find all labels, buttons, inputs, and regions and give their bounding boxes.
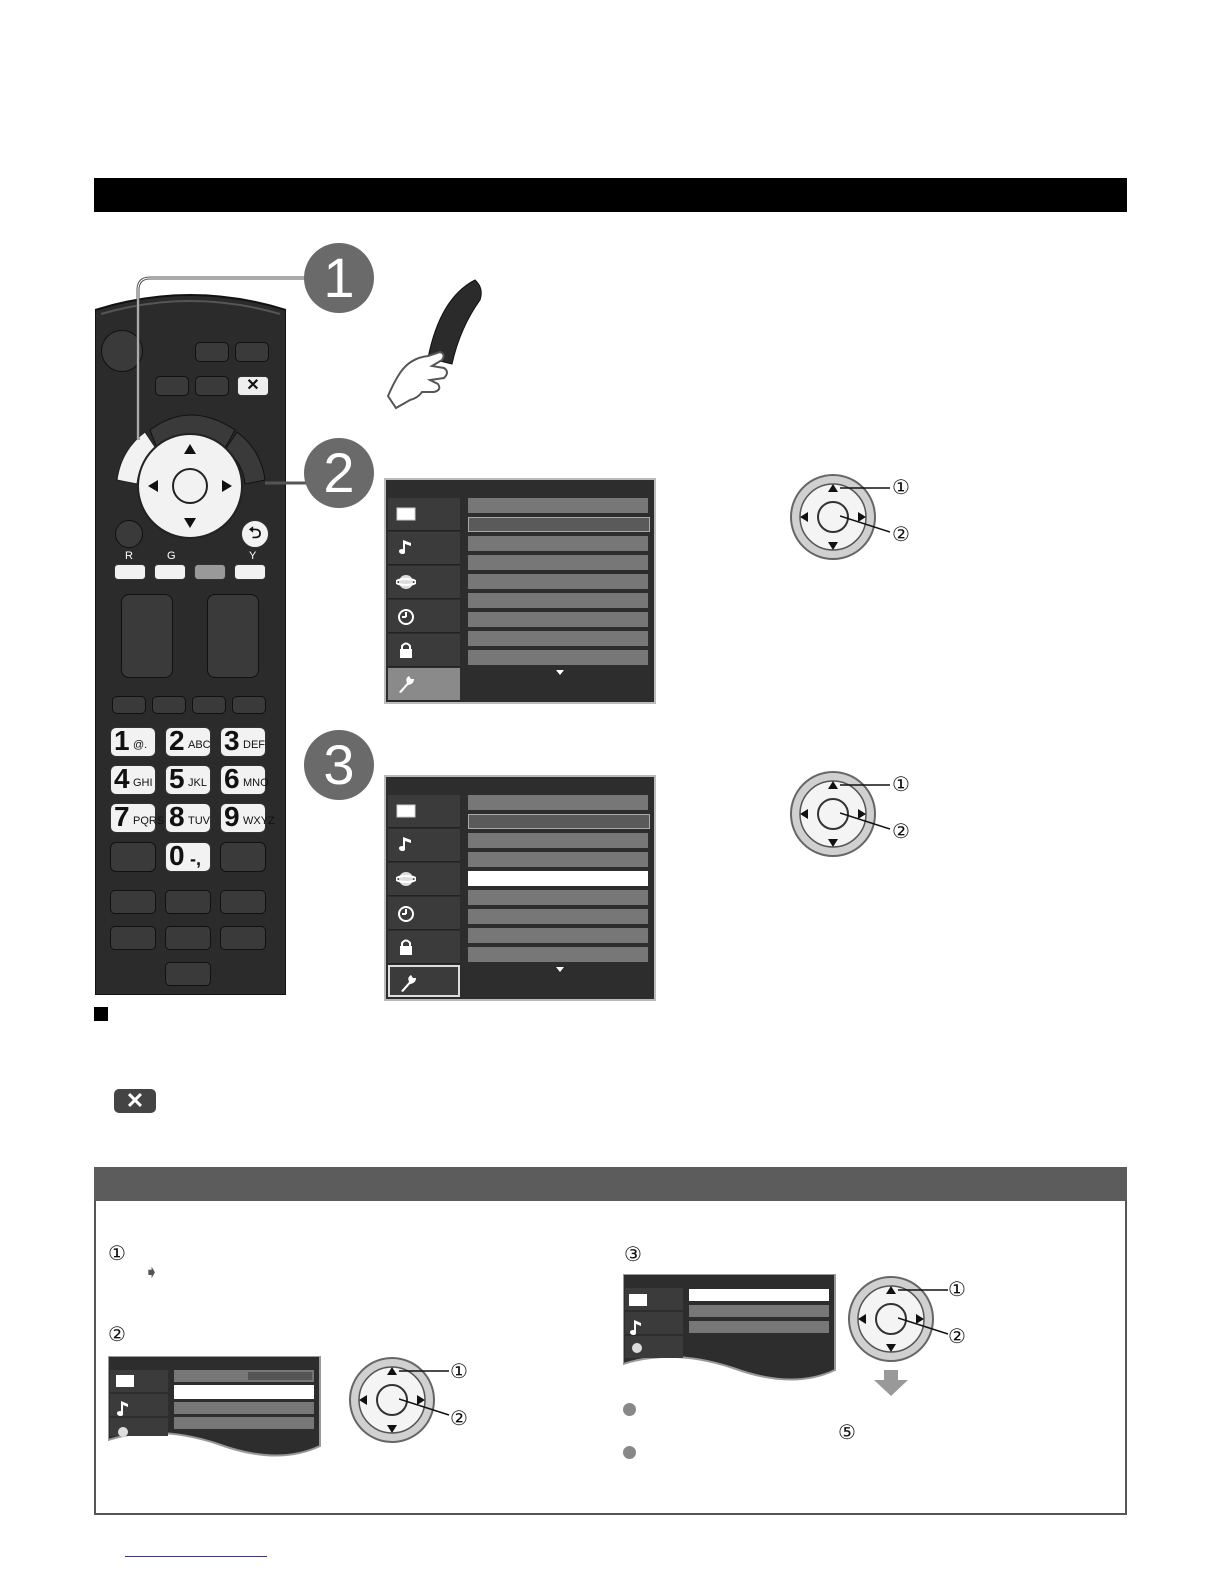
key-0[interactable]: 0 -, <box>165 842 211 872</box>
green-label: G <box>167 550 176 562</box>
callout-2: ② <box>948 1324 966 1348</box>
menu-row[interactable] <box>468 814 650 829</box>
menu-row[interactable] <box>468 631 648 646</box>
box-step-2-number: ② <box>108 1322 126 1346</box>
menu-row[interactable] <box>468 890 648 905</box>
menu-row[interactable] <box>468 928 648 943</box>
audio-icon <box>396 835 416 855</box>
callout-5: ⑤ <box>838 1420 856 1444</box>
callout-2: ② <box>892 819 910 843</box>
key-4[interactable]: 4 GHI <box>110 765 156 795</box>
menu-row[interactable] <box>468 852 648 867</box>
picture-icon <box>396 801 416 821</box>
tab-network[interactable] <box>388 566 460 599</box>
tab-timer[interactable] <box>388 600 460 633</box>
menu-row[interactable] <box>468 593 648 608</box>
tab-setup[interactable] <box>388 668 460 701</box>
red-label: R <box>125 550 133 562</box>
globe-icon <box>396 869 416 889</box>
picture-icon <box>396 504 416 524</box>
key-5[interactable]: 5 JKL <box>165 765 211 795</box>
hand-press-icon <box>380 278 490 418</box>
step-2-circle: 2 <box>304 438 374 508</box>
tab-lock[interactable] <box>388 931 460 964</box>
tab-picture[interactable] <box>388 795 460 828</box>
setup-icon <box>396 674 416 694</box>
tab-setup[interactable] <box>388 965 460 997</box>
dpad-2-leaders <box>840 783 900 833</box>
tab-audio[interactable] <box>388 532 460 565</box>
bullet-dot <box>623 1403 636 1416</box>
tab-timer[interactable] <box>388 897 460 930</box>
menu-row[interactable] <box>468 833 648 848</box>
menu-row[interactable] <box>468 947 648 962</box>
scroll-down-icon <box>556 967 564 973</box>
note-bullet-square <box>94 1007 108 1021</box>
key-9[interactable]: 9 WXYZ <box>220 803 266 833</box>
page-link-underline[interactable] <box>125 1556 267 1557</box>
info-box-header-band <box>94 1167 1127 1201</box>
menu-screen-step3 <box>384 775 656 1001</box>
box-step-3-number: ③ <box>624 1242 642 1266</box>
close-icon: ✕ <box>246 377 260 394</box>
tab-lock[interactable] <box>388 634 460 667</box>
down-arrow-icon <box>874 1370 908 1396</box>
tab-network[interactable] <box>388 863 460 896</box>
callout-2: ② <box>892 522 910 546</box>
menu-row-selected[interactable] <box>468 517 650 532</box>
exit-key-icon: ✕ <box>114 1089 156 1113</box>
tab-audio[interactable] <box>388 829 460 862</box>
key-2[interactable]: 2 ABC <box>165 727 211 757</box>
menu-row[interactable] <box>468 909 648 924</box>
dpad-1-leaders <box>840 486 900 536</box>
callout-1: ① <box>450 1359 468 1383</box>
scroll-down-icon <box>556 670 564 676</box>
callout-2: ② <box>450 1406 468 1430</box>
callout-1: ① <box>948 1277 966 1301</box>
timer-icon <box>396 903 416 923</box>
menu-row[interactable] <box>468 536 648 551</box>
step-1-circle: 1 <box>304 243 374 313</box>
mini-menu-b <box>623 1274 837 1384</box>
step-3-circle: 3 <box>304 730 374 800</box>
arrow-icon: ➧ <box>144 1262 160 1282</box>
menu-row[interactable] <box>468 795 648 810</box>
bullet-dot <box>623 1446 636 1459</box>
key-6[interactable]: 6 MNO <box>220 765 266 795</box>
lock-icon <box>396 937 416 957</box>
yellow-label: Y <box>249 550 257 562</box>
setup-icon <box>398 973 418 993</box>
mini-menu-a <box>108 1356 322 1460</box>
menu-row[interactable] <box>468 574 648 589</box>
box-step-1-number: ① <box>108 1241 126 1265</box>
info-box <box>94 1167 1127 1515</box>
menu-row[interactable] <box>468 555 648 570</box>
key-7[interactable]: 7 PQRS <box>110 803 156 833</box>
callout-1: ① <box>892 475 910 499</box>
menu-screen-step2 <box>384 478 656 704</box>
menu-row[interactable] <box>468 612 648 627</box>
menu-row[interactable] <box>468 650 648 665</box>
timer-icon <box>396 606 416 626</box>
menu-row[interactable] <box>468 498 648 513</box>
audio-icon <box>396 538 416 558</box>
key-1[interactable]: 1 @. <box>110 727 156 757</box>
return-icon: ⮌ <box>248 525 262 542</box>
menu-row-selected[interactable] <box>468 871 648 886</box>
tab-picture[interactable] <box>388 498 460 531</box>
key-8[interactable]: 8 TUV <box>165 803 211 833</box>
callout-1: ① <box>892 772 910 796</box>
globe-icon <box>396 572 416 592</box>
key-3[interactable]: 3 DEF <box>220 727 266 757</box>
lock-icon <box>396 640 416 660</box>
